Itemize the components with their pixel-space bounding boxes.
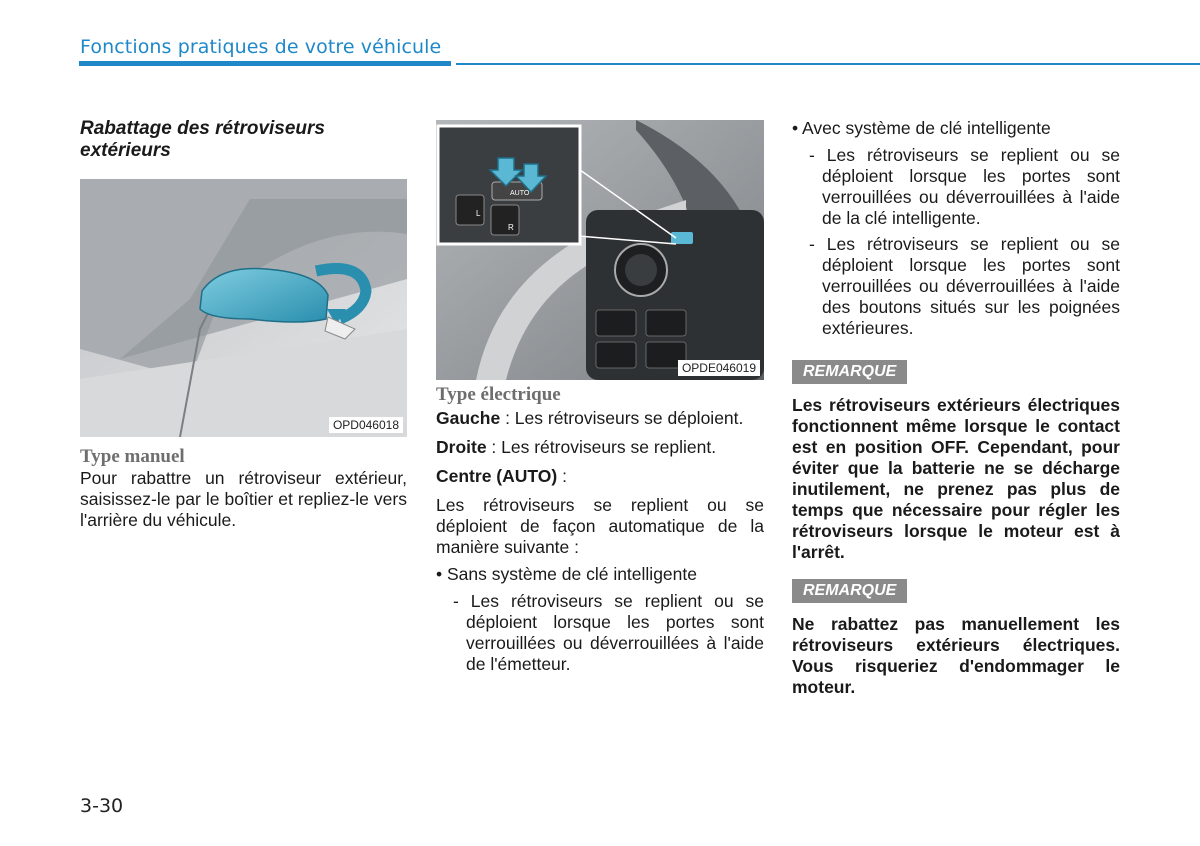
- center-definition: [436, 466, 764, 487]
- subheading-electric: Type électrique: [436, 384, 561, 405]
- page-number: 3-30: [80, 795, 124, 817]
- section-title: Rabattage des rétroviseurs extérieurs: [80, 118, 325, 161]
- manual-mirror-illustration: [80, 179, 407, 437]
- door-switch-illustration: [436, 120, 764, 380]
- header-rule-thick: [79, 61, 451, 66]
- remark-badge: REMARQUE: [792, 360, 907, 384]
- header-title: Fonctions pratiques de votre véhicule: [80, 36, 442, 58]
- left-description: : Les rétroviseurs se déploient.: [500, 408, 744, 428]
- switch-label-l: L: [476, 209, 481, 218]
- center-description: :: [557, 466, 567, 486]
- column-right: [792, 118, 1120, 698]
- switch-label-auto: AUTO: [510, 190, 530, 197]
- center-term: Centre (AUTO): [436, 466, 558, 486]
- switch-label-r: R: [508, 223, 514, 232]
- column-middle: [436, 120, 764, 680]
- right-term: Droite: [436, 437, 487, 457]
- bullet-no-smart-key: • Sans système de clé intelligente: [436, 564, 697, 584]
- figure-code: OPDE046019: [678, 360, 760, 376]
- column-left: [80, 118, 407, 531]
- header-rule-thin: [456, 63, 1200, 65]
- left-definition: [436, 408, 764, 429]
- power-mirror-switch-illustration: [436, 120, 764, 380]
- dash-smart-key: - Les rétroviseurs se replient ou se déploient lorsque les portes sont verrouillées ou déverrouillées à l'aide de la clé intelligente.: [809, 145, 1120, 228]
- remark-badge: REMARQUE: [792, 579, 907, 603]
- figure-code: OPD046018: [329, 417, 403, 433]
- bullet-smart-key: • Avec système de clé intelligente: [792, 118, 1051, 138]
- auto-intro: Les rétroviseurs se replient ou se déploient de façon automatique de la manière suivante :: [436, 495, 764, 557]
- dash-transmitter: - Les rétroviseurs se replient ou se déploient lorsque les portes sont verrouillées ou déverrouillées à l'aide de l'émetteur.: [453, 591, 764, 674]
- subheading-manual: Type manuel: [80, 446, 185, 467]
- manual-instructions: Pour rabattre un rétroviseur extérieur, saisissez-le par le boîtier et repliez-le vers l'arrière du véhicule.: [80, 468, 407, 530]
- dash-door-buttons: - Les rétroviseurs se replient ou se déploient lorsque les portes sont verrouillées ou déverrouillées à l'aide des boutons situés sur les poignées extérieures.: [809, 234, 1120, 338]
- right-definition: [436, 437, 764, 458]
- left-term: Gauche: [436, 408, 501, 428]
- remark-text: Ne rabattez pas manuellement les rétroviseurs extérieurs électriques. Vous risqueriez d'endommager le moteur.: [792, 614, 1120, 697]
- remark-text: Les rétroviseurs extérieurs électriques fonctionnent même lorsque le contact est en position OFF. Cependant, pour éviter que la batterie ne se décharge inutilement, ne prenez pas plus de temps que nécessaire pour régler les rétroviseurs lorsque le moteur est à l'arrêt.: [792, 395, 1120, 562]
- mirror-fold-illustration: [80, 179, 407, 437]
- right-description: : Les rétroviseurs se replient.: [486, 437, 717, 457]
